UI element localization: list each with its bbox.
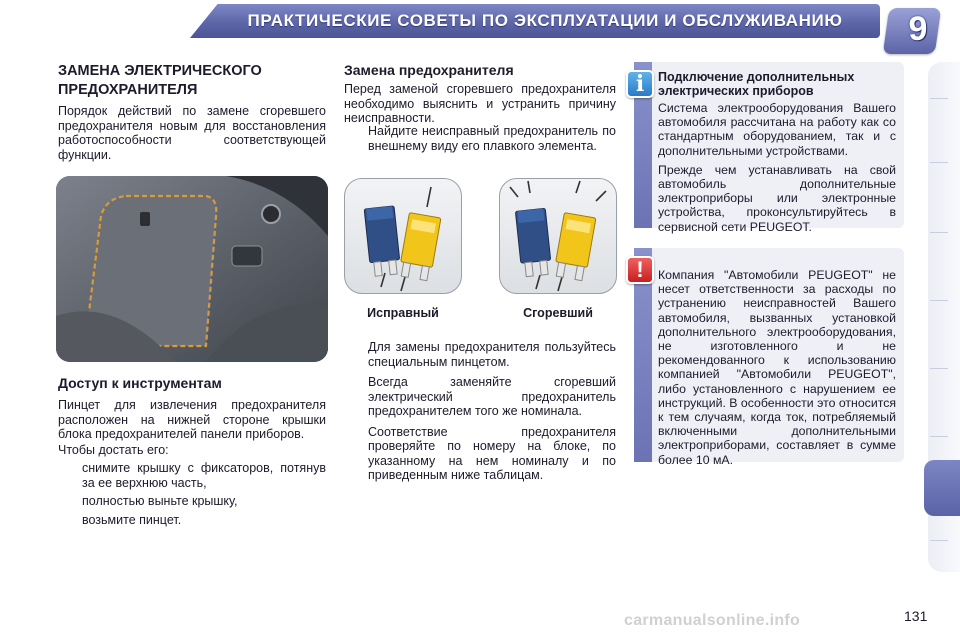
- list-item-text: полностью выньте крышку,: [82, 494, 238, 508]
- list-item: [344, 340, 616, 369]
- tool-access-lead: Чтобы достать его:: [58, 443, 169, 457]
- page-header: [0, 0, 960, 48]
- info-title: Подключение дополнительных электрических приборов: [658, 70, 855, 98]
- warning-icon: !: [626, 256, 654, 284]
- fuse-good-icon: [345, 179, 462, 294]
- warning-box: [634, 248, 904, 467]
- thumb-divider: [930, 162, 948, 163]
- info-paragraph: Прежде чем устанавливать на свой автомобиль дополнительные электроприборы или электронные устройства, проконсультируйтесь в сервисной сети PEUGEOT.: [658, 162, 896, 234]
- info-icon: i: [626, 70, 654, 98]
- list-item: [58, 461, 326, 490]
- chapter-number: 9: [908, 10, 928, 48]
- thumb-divider: [930, 232, 948, 233]
- list-item: [344, 375, 616, 419]
- list-item: [344, 425, 616, 483]
- page-number: 131: [904, 608, 928, 624]
- thumb-divider: [930, 300, 948, 301]
- replace-fuse-intro: Перед заменой сгоревшего предохранителя необходимо выяснить и устранить причину неисправности.: [344, 82, 616, 125]
- tool-access-paragraph: Пинцет для извлечения предохранителя расположен на нижней стороне крышки блока предохранителей панели приборов.: [58, 398, 326, 441]
- info-content: [658, 70, 896, 239]
- thumb-divider: [930, 540, 948, 541]
- list-item-text: снимите крышку с фиксаторов, потянув за ее верхнюю часть,: [82, 461, 326, 490]
- fuse-good-label: Исправный: [367, 306, 439, 320]
- section-title-tool-access: Доступ к инструментам: [58, 375, 222, 391]
- list-item-text: возьмите пинцет.: [82, 512, 182, 527]
- list-item: [58, 494, 326, 509]
- warning-content: [658, 268, 896, 472]
- replace-fuse-rules: [344, 340, 616, 489]
- list-item-text: Найдите неисправный предохранитель по внешнему виду его плавкого элемента.: [368, 124, 616, 153]
- intro-paragraph: Порядок действий по замене сгоревшего предохранителя новым для восстановления работоспособности соответствующей функции.: [58, 104, 326, 162]
- watermark: carmanualsonline.info: [624, 612, 801, 629]
- fuse-blown-label: Сгоревший: [523, 306, 593, 320]
- page-title: ПРАКТИЧЕСКИЕ СОВЕТЫ ПО ЭКСПЛУАТАЦИИ И ОБСЛУЖИВАНИЮ: [247, 11, 843, 30]
- info-box: [634, 62, 904, 234]
- section-title-replace-fuse: Замена предохранителя: [344, 62, 514, 78]
- list-item-text: Всегда заменяйте сгоревший электрический предохранитель предохранителем того же номинала.: [368, 375, 616, 418]
- thumb-divider: [930, 368, 948, 369]
- fuse-blown-illustration: [499, 178, 617, 294]
- thumb-divider: [930, 436, 948, 437]
- fuse-blown-icon: [500, 179, 617, 294]
- list-item-text: Для замены предохранителя пользуйтесь специальным пинцетом.: [368, 340, 616, 369]
- thumb-divider: [930, 98, 948, 99]
- dashboard-illustration: [56, 176, 328, 362]
- dashboard-photo: [56, 176, 328, 362]
- warning-paragraph: Компания "Автомобили PEUGEOT" не несет ответственности за расходы по устранению неисправностей Вашего автомобиля, вызванных установкой дополнительного электрооборудования, не изготовленного и не рекомендованного к использованию компанией "Автомобили PEUGEOT", либо установленного с нарушением ее инструкций. В особенности это относится к тем случаям, когда ток, потребляемый включенными дополнительными электроприборами, составляет в сумме более 10 мА.: [658, 268, 896, 467]
- section-title-fuse-replacement: [58, 62, 328, 100]
- fuse-good-illustration: [344, 178, 462, 294]
- list-item-text: Соответствие предохранителя проверяйте по номеру на блоке, по указанному на нем номиналу и по приведенным ниже таблицам.: [368, 424, 616, 482]
- list-item: [344, 124, 616, 153]
- list-item: [58, 513, 326, 528]
- title-line: ЗАМЕНА ЭЛЕКТРИЧЕСКОГО: [58, 63, 262, 79]
- title-line: ПРЕДОХРАНИТЕЛЯ: [58, 82, 198, 98]
- tool-access-steps: [58, 461, 326, 531]
- info-paragraph: Система электрооборудования Вашего автомобиля рассчитана на работу как со стандартным оборудованием, так и с дополнительными устройствами.: [658, 101, 896, 158]
- thumb-tab-active[interactable]: [924, 460, 960, 516]
